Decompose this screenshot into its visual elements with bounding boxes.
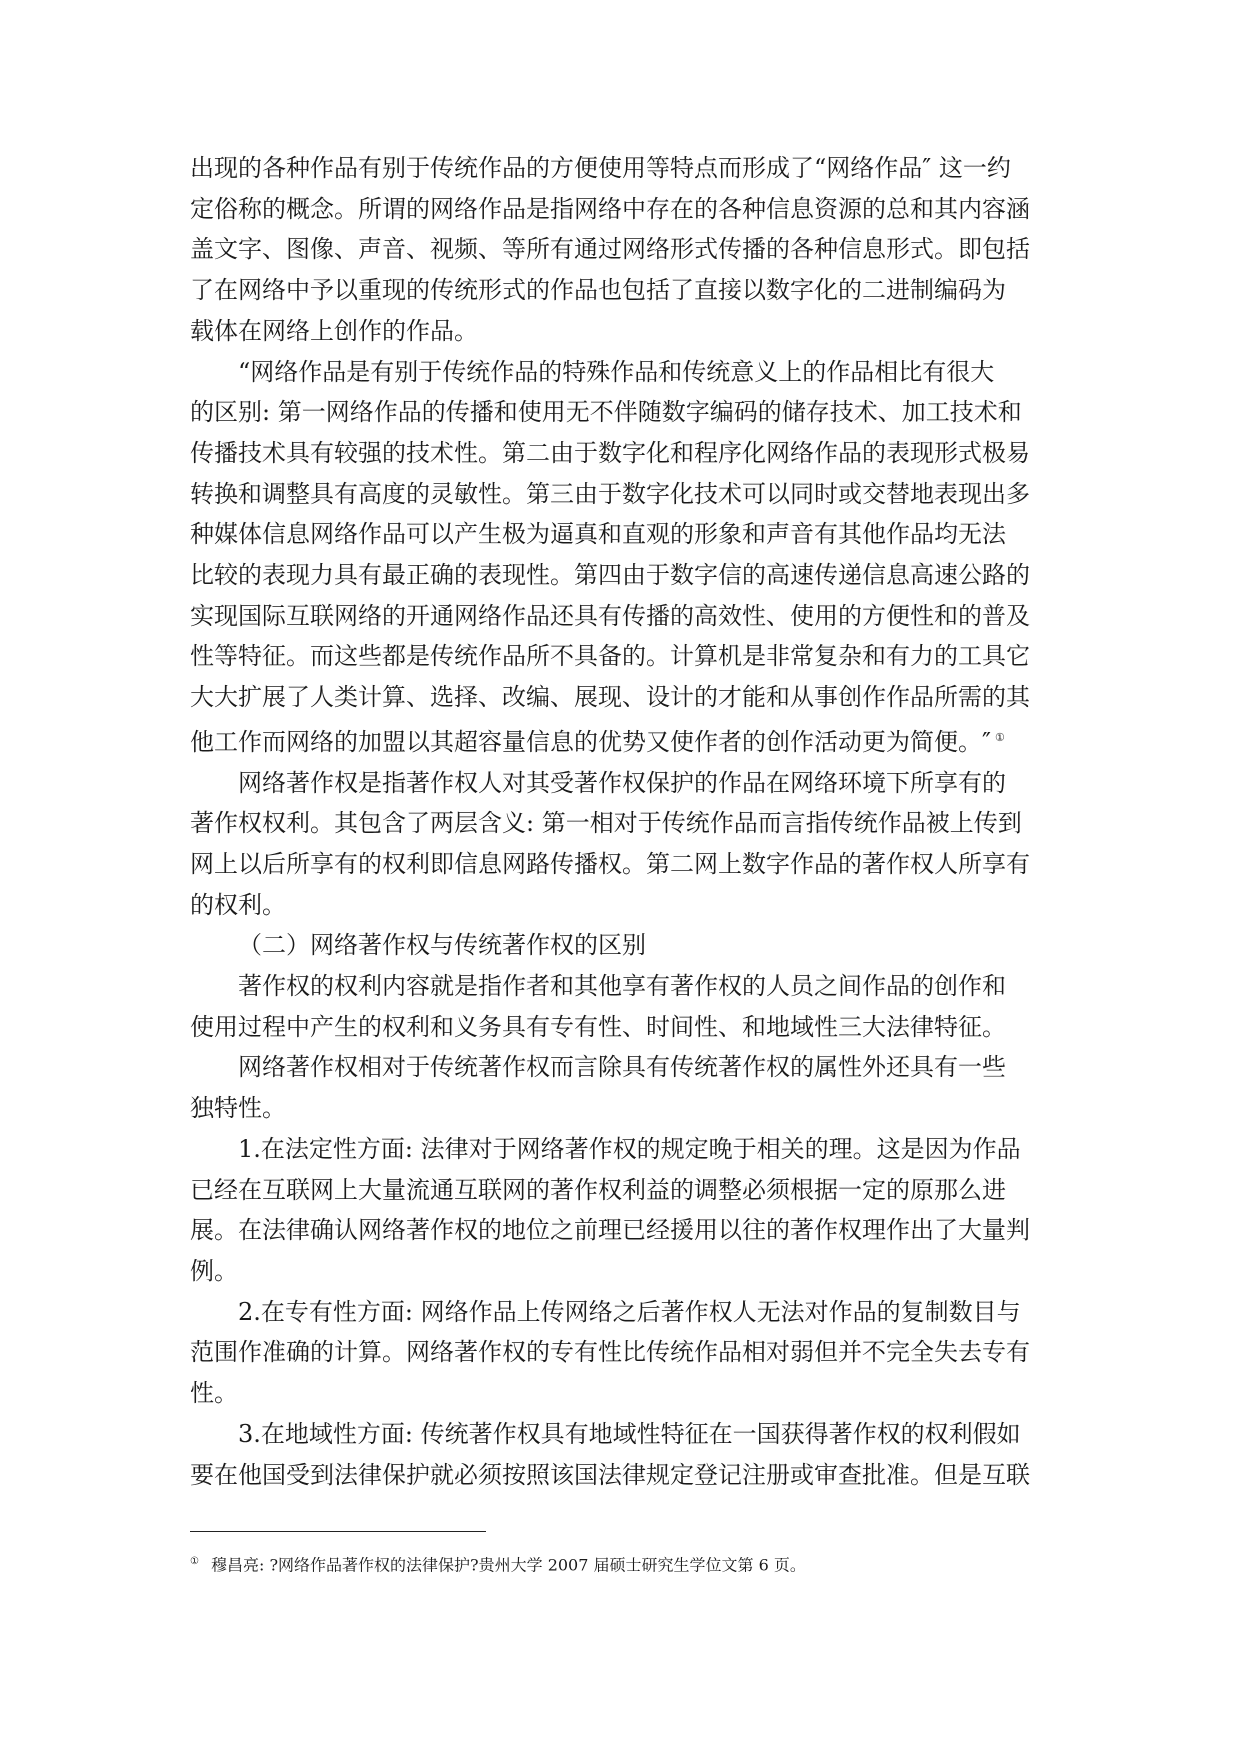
text-line: 性。 (190, 1379, 238, 1408)
paragraph (190, 148, 1052, 352)
text-line: 1.在法定性方面: 法律对于网络著作权的规定晚于相关的理。这是因为作品 (238, 1134, 1021, 1163)
text-line: 范围作准确的计算。网络著作权的专有性比传统作品相对弱但并不完全失去专有 (190, 1338, 1030, 1367)
text-line: 2.在专有性方面: 网络作品上传网络之后著作权人无法对作品的复制数目与 (238, 1297, 1021, 1326)
paragraph (190, 1414, 1052, 1495)
text-line: 已经在互联网上大量流通互联网的著作权利益的调整必须根据一定的原那么进 (190, 1175, 1006, 1204)
text-line: 的权利。 (190, 890, 286, 919)
text-line: 实现国际互联网络的开通网络作品还具有传播的高效性、使用的方便性和的普及 (190, 601, 1030, 630)
text-line: 传播技术具有较强的技术性。第二由于数字化和程序化网络作品的表现形式极易 (190, 438, 1030, 467)
text-line: 出现的各种作品有别于传统作品的方便使用等特点而形成了“网络作品″ 这一约 (190, 154, 1011, 182)
text-line: 盖文字、图像、声音、视频、等所有通过网络形式传播的各种信息形式。即包括 (190, 235, 1030, 264)
text-line: 独特性。 (190, 1094, 286, 1123)
text-line: （二）网络著作权与传统著作权的区别 (238, 931, 646, 960)
text-line: 3.在地域性方面: 传统著作权具有地域性特征在一国获得著作权的权利假如 (238, 1419, 1021, 1448)
footnote-text: 穆昌亮: ?网络作品著作权的法律保护?贵州大学 2007 届硕士研究生学位文第 6 页。 (210, 1555, 806, 1575)
footnote (190, 1551, 806, 1576)
text-line: 展。在法律确认网络著作权的地位之前理已经援用以往的著作权理作出了大量判 (190, 1216, 1030, 1245)
text-line: 网络著作权相对于传统著作权而言除具有传统著作权的属性外还具有一些 (238, 1053, 1006, 1082)
footnote-mark: ① (190, 1556, 199, 1567)
text-line: 使用过程中产生的权利和义务具有专有性、时间性、和地域性三大法律特征。 (190, 1012, 1006, 1041)
footnote-divider (190, 1531, 486, 1532)
text-line: 网络著作权是指著作权人对其受著作权保护的作品在网络环境下所享有的 (238, 768, 1006, 797)
text-line: 要在他国受到法律保护就必须按照该国法律规定登记注册或审查批准。但是互联 (190, 1460, 1030, 1489)
paragraph (190, 763, 1052, 926)
paragraph (190, 1292, 1052, 1414)
text-line: 比较的表现力具有最正确的表现性。第四由于数字信的高速传递信息高速公路的 (190, 561, 1030, 590)
text-line: 转换和调整具有高度的灵敏性。第三由于数字化技术可以同时或交替地表现出多 (190, 479, 1030, 508)
text-line: 例。 (190, 1256, 238, 1285)
text-line: 大大扩展了人类计算、选择、改编、展现、设计的才能和从事创作作品所需的其 (190, 683, 1030, 712)
paragraph (190, 966, 1052, 1047)
text-line: “网络作品是有别于传统作品的特殊作品和传统意义上的作品相比有很大 (238, 357, 995, 386)
text-line: 种媒体信息网络作品可以产生极为逼真和直观的形象和声音有其他作品均无法 (190, 520, 1006, 549)
text-line: 载体在网络上创作的作品。 (190, 316, 478, 345)
paragraph (190, 925, 1052, 966)
text-line: 了在网络中予以重现的传统形式的作品也包括了直接以数字化的二进制编码为 (190, 276, 1006, 305)
text-line: 性等特征。而这些都是传统作品所不具备的。计算机是非常复杂和有力的工具它 (190, 642, 1030, 671)
document-body (190, 148, 1052, 1495)
text-line: 定俗称的概念。所谓的网络作品是指网络中存在的各种信息资源的总和其内容涵 (190, 194, 1030, 223)
text-line: 著作权权利。其包含了两层含义: 第一相对于传统作品而言指传统作品被上传到 (190, 809, 1022, 838)
paragraph (190, 1129, 1052, 1292)
footnote-reference[interactable]: ① (994, 730, 1005, 744)
text-line: 的区别: 第一网络作品的传播和使用无不伴随数字编码的储存技术、加工技术和 (190, 398, 1022, 427)
text-line (190, 718, 1052, 763)
paragraph (190, 1047, 1052, 1128)
text-line: 网上以后所享有的权利即信息网路传播权。第二网上数字作品的著作权人所享有 (190, 849, 1030, 878)
paragraph (190, 352, 1052, 763)
text-line: 著作权的权利内容就是指作者和其他享有著作权的人员之间作品的创作和 (238, 972, 1006, 1001)
text-line-content: 他工作而网络的加盟以其超容量信息的优势又使作者的创作活动更为简便。″ (190, 727, 991, 756)
